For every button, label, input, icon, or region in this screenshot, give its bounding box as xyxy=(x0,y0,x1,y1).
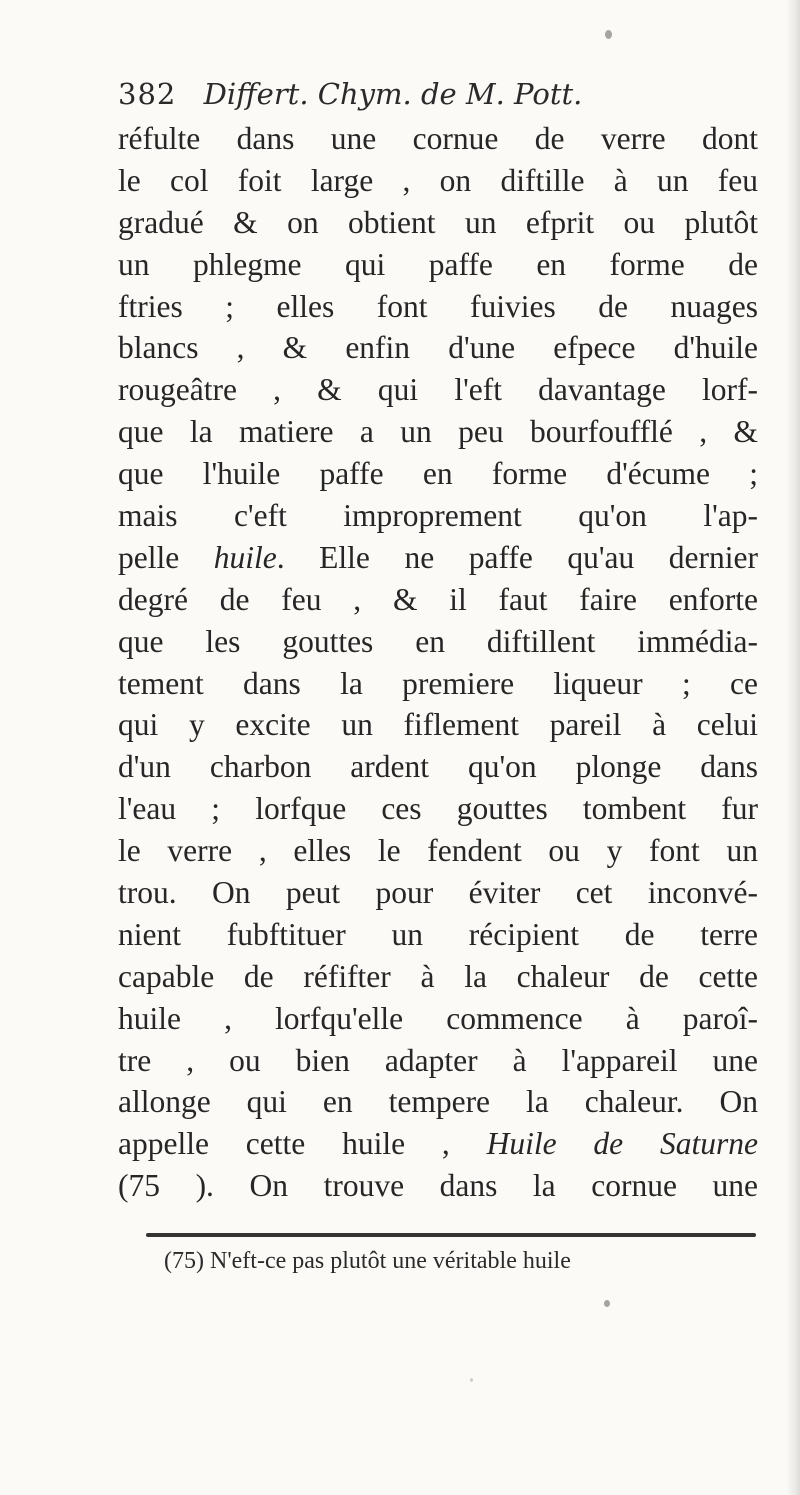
text-line xyxy=(118,327,758,369)
text-segment: que les gouttes en diftillent immédia- xyxy=(118,623,758,659)
footnote: (75) N'eft-ce pas plutôt une véritable huile xyxy=(164,1248,571,1274)
text-line xyxy=(118,704,758,746)
text-segment: trou. On peut pour éviter cet inconvé- xyxy=(118,875,758,911)
text-line xyxy=(118,1081,758,1123)
text-segment: . Elle ne paffe qu'au dernier xyxy=(276,539,758,575)
text-segment: ftries ; elles font fuivies de nuages xyxy=(118,288,758,324)
running-head: Differt. Chym. de M. Pott. xyxy=(203,77,583,111)
text-segment: appelle cette huile , xyxy=(118,1126,487,1162)
page-edge-shadow xyxy=(786,0,800,1495)
text-segment: tre , ou bien adapter à l'appareil une xyxy=(118,1042,758,1078)
text-segment: capable de réfifter à la chaleur de cette xyxy=(118,958,758,994)
text-line xyxy=(118,244,758,286)
text-segment: blancs , & enfin d'une efpece d'huile xyxy=(118,330,758,366)
text-segment: que l'huile paffe en forme d'écume ; xyxy=(118,456,758,492)
text-line xyxy=(118,788,758,830)
text-line xyxy=(118,495,758,537)
text-line xyxy=(118,118,758,160)
text-line xyxy=(118,369,758,411)
text-line xyxy=(118,202,758,244)
text-segment: (75 ). On trouve dans la cornue une xyxy=(118,1168,758,1204)
text-line xyxy=(118,956,758,998)
text-segment: le verre , elles le fendent ou y font un xyxy=(118,833,758,869)
text-segment: tement dans la premiere liqueur ; ce xyxy=(118,665,758,701)
text-line xyxy=(118,746,758,788)
text-segment: gradué & on obtient un efprit ou plutôt xyxy=(118,204,758,240)
ink-speck xyxy=(470,1378,473,1382)
page-number: 382 xyxy=(118,77,177,111)
text-segment: rougeâtre , & qui l'eft davantage lorf- xyxy=(118,372,758,408)
text-segment: l'eau ; lorfque ces gouttes tombent fur xyxy=(118,791,758,827)
text-line xyxy=(118,411,758,453)
text-line xyxy=(118,286,758,328)
text-segment: le col foit large , on diftille à un feu xyxy=(118,162,758,198)
text-segment: qui y excite un fiflement pareil à celui xyxy=(118,707,758,743)
text-line xyxy=(118,1040,758,1082)
text-line xyxy=(118,453,758,495)
text-line xyxy=(118,1123,758,1165)
text-line xyxy=(118,621,758,663)
italic-text: Huile de Saturne xyxy=(486,1126,758,1162)
text-segment: pelle xyxy=(118,539,214,575)
text-line xyxy=(118,160,758,202)
text-line xyxy=(118,830,758,872)
ink-speck xyxy=(604,1300,610,1307)
text-segment: un phlegme qui paffe en forme de xyxy=(118,246,758,282)
ink-speck xyxy=(605,30,612,39)
text-line xyxy=(118,872,758,914)
text-segment: nient fubftituer un récipient de terre xyxy=(118,916,758,952)
text-segment: d'un charbon ardent qu'on plonge dans xyxy=(118,749,758,785)
text-segment: réfulte dans une cornue de verre dont xyxy=(118,121,758,156)
text-line xyxy=(118,537,758,579)
text-line xyxy=(118,998,758,1040)
text-line xyxy=(118,579,758,621)
text-segment: que la matiere a un peu bourfoufflé , & xyxy=(118,414,758,450)
text-segment: allonge qui en tempere la chaleur. On xyxy=(118,1084,758,1120)
text-segment: mais c'eft improprement qu'on l'ap- xyxy=(118,498,758,534)
body-text xyxy=(118,118,758,1207)
text-line xyxy=(118,663,758,705)
text-line xyxy=(118,914,758,956)
text-segment: huile , lorfqu'elle commence à paroî- xyxy=(118,1000,758,1036)
footnote-separator xyxy=(146,1233,756,1237)
page-header xyxy=(118,74,758,114)
text-segment: degré de feu , & il faut faire enforte xyxy=(118,581,758,617)
italic-text: huile xyxy=(213,539,277,575)
text-line xyxy=(118,1165,758,1207)
